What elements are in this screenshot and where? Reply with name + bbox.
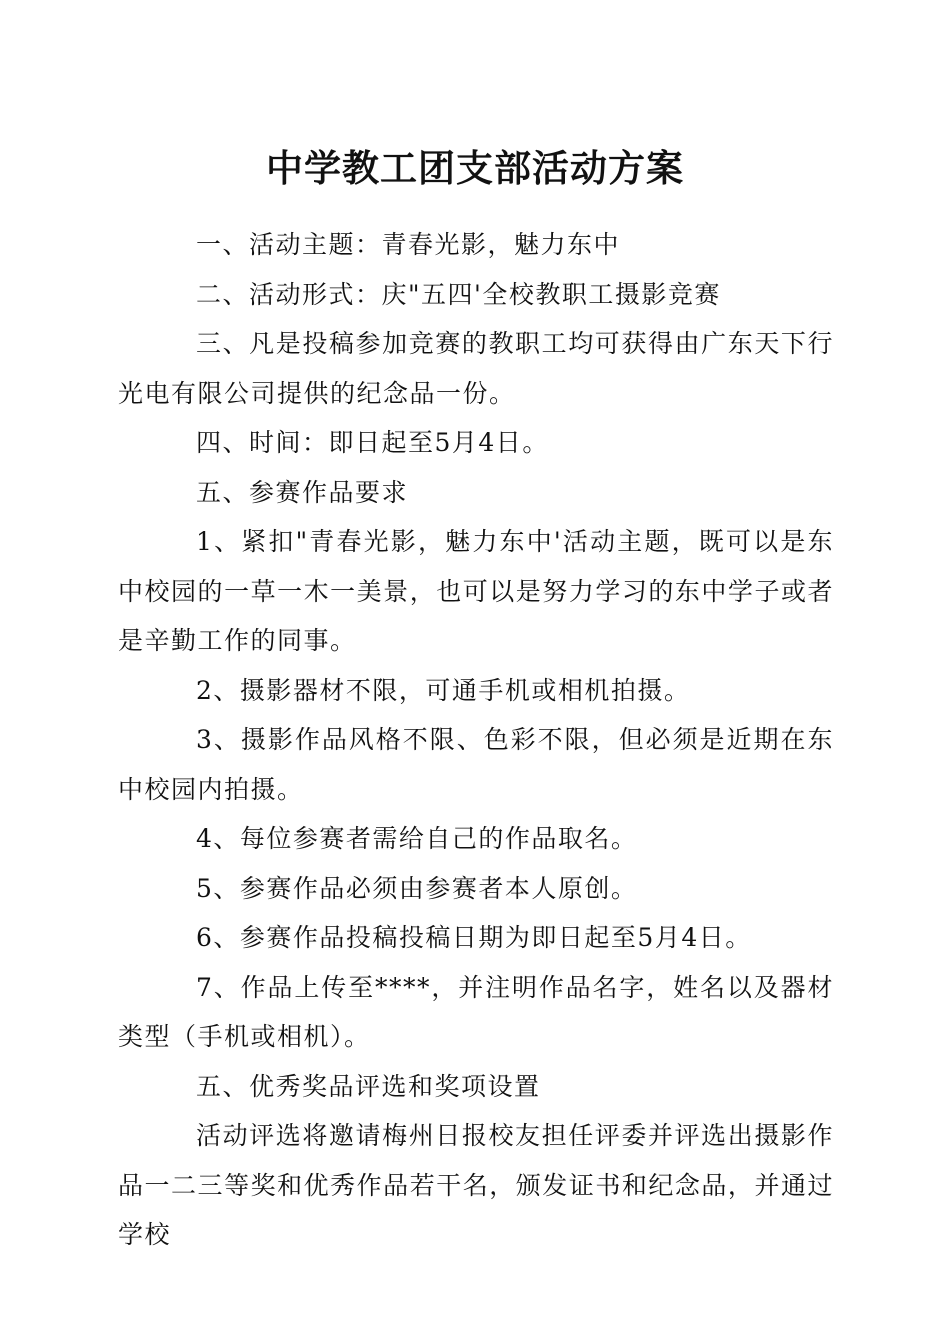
paragraph-requirement-5: 5、参赛作品必须由参赛者本人原创。 <box>196 873 638 903</box>
paragraph-awards-heading: 五、优秀奖品评选和奖项设置 <box>196 1071 541 1101</box>
paragraph-requirement-2: 2、摄影器材不限，可通手机或相机拍摄。 <box>196 675 691 705</box>
paragraph-requirement-7: 7、作品上传至****，并注明作品名字，姓名以及器材类型（手机或相机）。 <box>118 972 834 1051</box>
paragraph-requirement-6: 6、参赛作品投稿投稿日期为即日起至5月4日。 <box>196 923 752 952</box>
paragraph-souvenir: 三、凡是投稿参加竞赛的教职工均可获得由广东天下行光电有限公司提供的纪念品一份。 <box>118 329 834 408</box>
paragraph-requirements-heading: 五、参赛作品要求 <box>196 477 409 507</box>
paragraph-activity-form: 二、活动形式：庆"五四'全校教职工摄影竞赛 <box>196 279 721 309</box>
paragraph-awards-detail: 活动评选将邀请梅州日报校友担任评委并评选出摄影作品一二三等奖和优秀作品若干名，颁发证书和纪念品，并通过学校 <box>118 1121 834 1249</box>
document-title: 中学教工团支部活动方案 <box>266 147 684 190</box>
document-body <box>118 220 834 1260</box>
paragraph-requirement-4: 4、每位参赛者需给自己的作品取名。 <box>196 824 638 853</box>
paragraph-requirement-3: 3、摄影作品风格不限、色彩不限，但必须是近期在东中校园内拍摄。 <box>118 725 834 804</box>
paragraph-activity-theme: 一、活动主题：青春光影，魅力东中 <box>196 230 621 259</box>
paragraph-time: 四、时间：即日起至5月4日。 <box>196 428 549 457</box>
paragraph-requirement-1: 1、紧扣"青春光影，魅力东中'活动主题，既可以是东中校园的一草一木一美景，也可以是努力学习的东中学子或者是辛勤工作的同事。 <box>118 527 834 655</box>
